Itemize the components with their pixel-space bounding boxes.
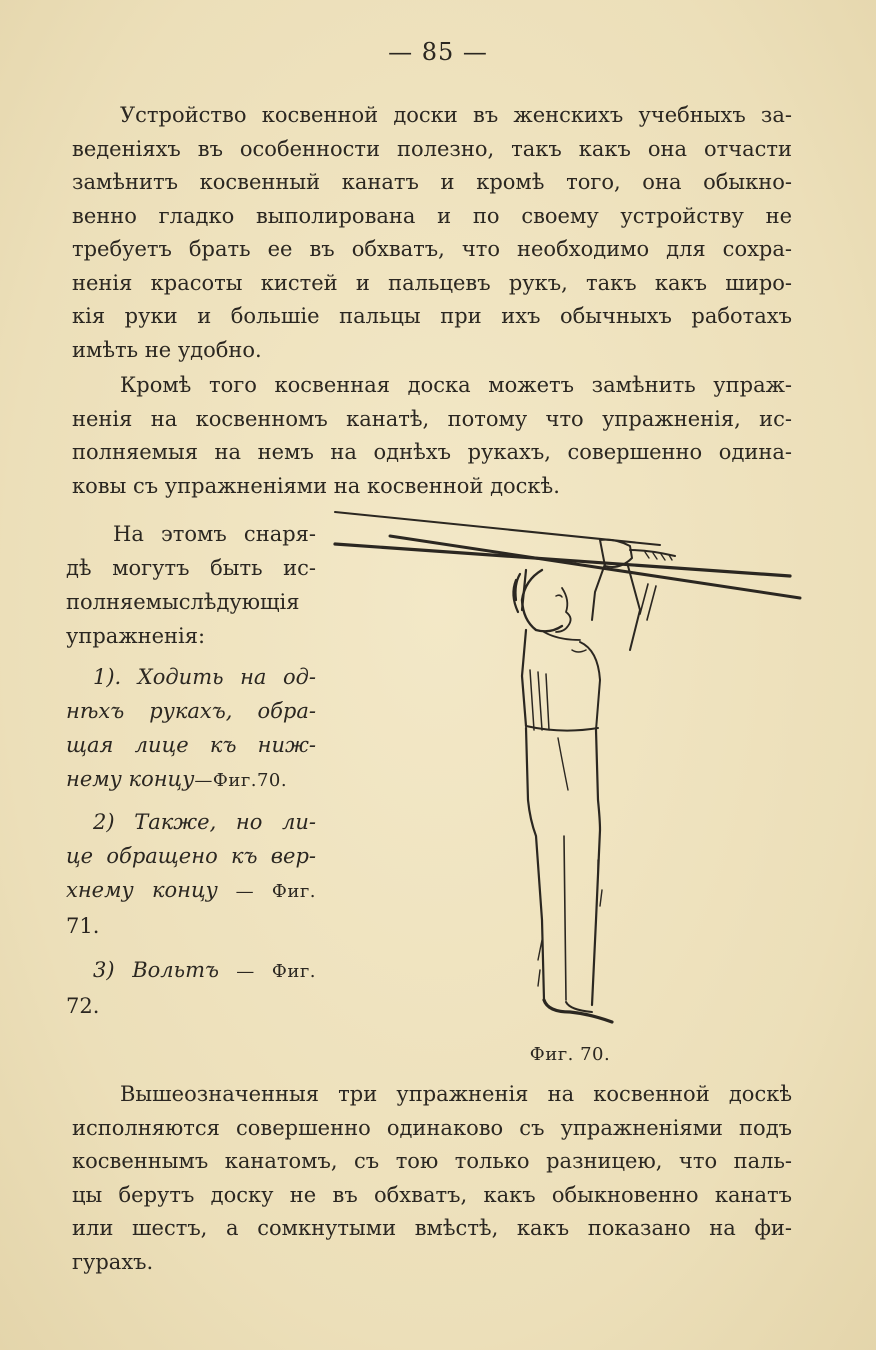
- exercise-1-line-1: [66, 660, 316, 694]
- exercise-3-line-2: 72.: [66, 994, 100, 1018]
- paragraph-1-line: Устройство косвенной доски въ женскихъ учебныхъ за-: [120, 103, 792, 127]
- exercise-2-line-1: [66, 805, 316, 839]
- figure-reference: —Фиг.70.: [194, 770, 288, 791]
- paragraph-2-line: полняемыя на немъ на однѣхъ рукахъ, совершенно одина-: [72, 440, 792, 464]
- exercise-2-line-4: 71.: [66, 914, 100, 938]
- paragraph-1-line: веденіяхъ въ особенности полезно, такъ какъ она отчасти: [72, 136, 792, 161]
- paragraph-1-line: имѣть не удобно.: [72, 337, 262, 362]
- paragraph-4-line: исполняются совершенно одинаково съ упражненіями подъ: [72, 1115, 792, 1140]
- figure-70-illustration: [330, 500, 810, 1040]
- page-number: — 85 —: [388, 38, 488, 66]
- exercise-3-line-1: [66, 953, 316, 989]
- intro-line: полняемыслѣдующія: [66, 590, 300, 614]
- figure-reference: — Фиг.: [217, 881, 316, 902]
- exercise-1-line-4: [66, 762, 316, 798]
- exercise-text: нему концу: [66, 767, 195, 791]
- paragraph-1-line: замѣнитъ косвенный канатъ и кромѣ того, она обыкно-: [72, 170, 792, 194]
- paragraph-4-line: Вышеозначенныя три упражненія на косвенной доскѣ: [120, 1082, 792, 1106]
- exercise-1: [66, 660, 316, 798]
- exercise-1-line-3: щая лице къ ниж-: [66, 733, 316, 757]
- figure-person: [513, 540, 675, 1022]
- figure-caption: Фиг. 70.: [529, 1044, 611, 1065]
- exercise-text: хнему концу: [66, 878, 218, 902]
- exercises-intro: [66, 517, 316, 653]
- paragraph-4-line: косвеннымъ канатомъ, съ тою только разницею, что паль-: [72, 1149, 792, 1173]
- paragraph-1: [72, 99, 792, 367]
- exercise-text: Ходить на од-: [137, 665, 316, 689]
- figure-reference: — Фиг.: [219, 961, 316, 982]
- paragraph-2-line: ковы съ упражненіями на косвенной доскѣ.: [72, 473, 560, 498]
- paragraph-2-line: ненія на косвенномъ канатѣ, потому что упражненія, ис-: [72, 406, 792, 431]
- exercise-2-line-3: [66, 873, 316, 909]
- exercise-2: [66, 805, 316, 943]
- exercise-text: Также, но ли-: [134, 810, 316, 834]
- exercise-2-line-2: це обращено къ вер-: [66, 844, 316, 868]
- paragraph-4-line: или шестъ, а сомкнутыми вмѣстѣ, какъ показано на фи-: [72, 1216, 792, 1240]
- exercise-3: [66, 953, 316, 1023]
- exercise-number: 1).: [93, 665, 122, 689]
- exercise-number: 2): [93, 810, 115, 834]
- paragraph-1-line: венно гладко выполирована и по своему устройству не: [72, 203, 792, 228]
- intro-line: упражненія:: [66, 624, 206, 648]
- paragraph-1-line: ненія красоты кистей и пальцевъ рукъ, такъ какъ широ-: [72, 270, 792, 295]
- exercise-1-line-2: нѣхъ рукахъ, обра-: [66, 699, 316, 723]
- exercise-text: Вольтъ: [132, 958, 220, 982]
- paragraph-2: [72, 369, 792, 503]
- paragraph-1-line: кія руки и большіе пальцы при ихъ обычныхъ работахъ: [72, 304, 792, 328]
- inclined-board: [335, 512, 800, 598]
- paragraph-4: [72, 1078, 792, 1279]
- paragraph-4-line: цы берутъ доску не въ обхватъ, какъ обыкновенно канатъ: [72, 1182, 792, 1207]
- intro-line: На этомъ снаря-: [113, 522, 316, 546]
- paragraph-1-line: требуетъ брать ее въ обхватъ, что необходимо для сохра-: [72, 237, 792, 261]
- paragraph-2-line: Кромѣ того косвенная доска можетъ замѣнить упраж-: [120, 373, 792, 397]
- intro-line: дѣ могутъ быть ис-: [66, 556, 316, 580]
- paragraph-4-line: гурахъ.: [72, 1249, 154, 1274]
- exercise-number: 3): [93, 958, 115, 982]
